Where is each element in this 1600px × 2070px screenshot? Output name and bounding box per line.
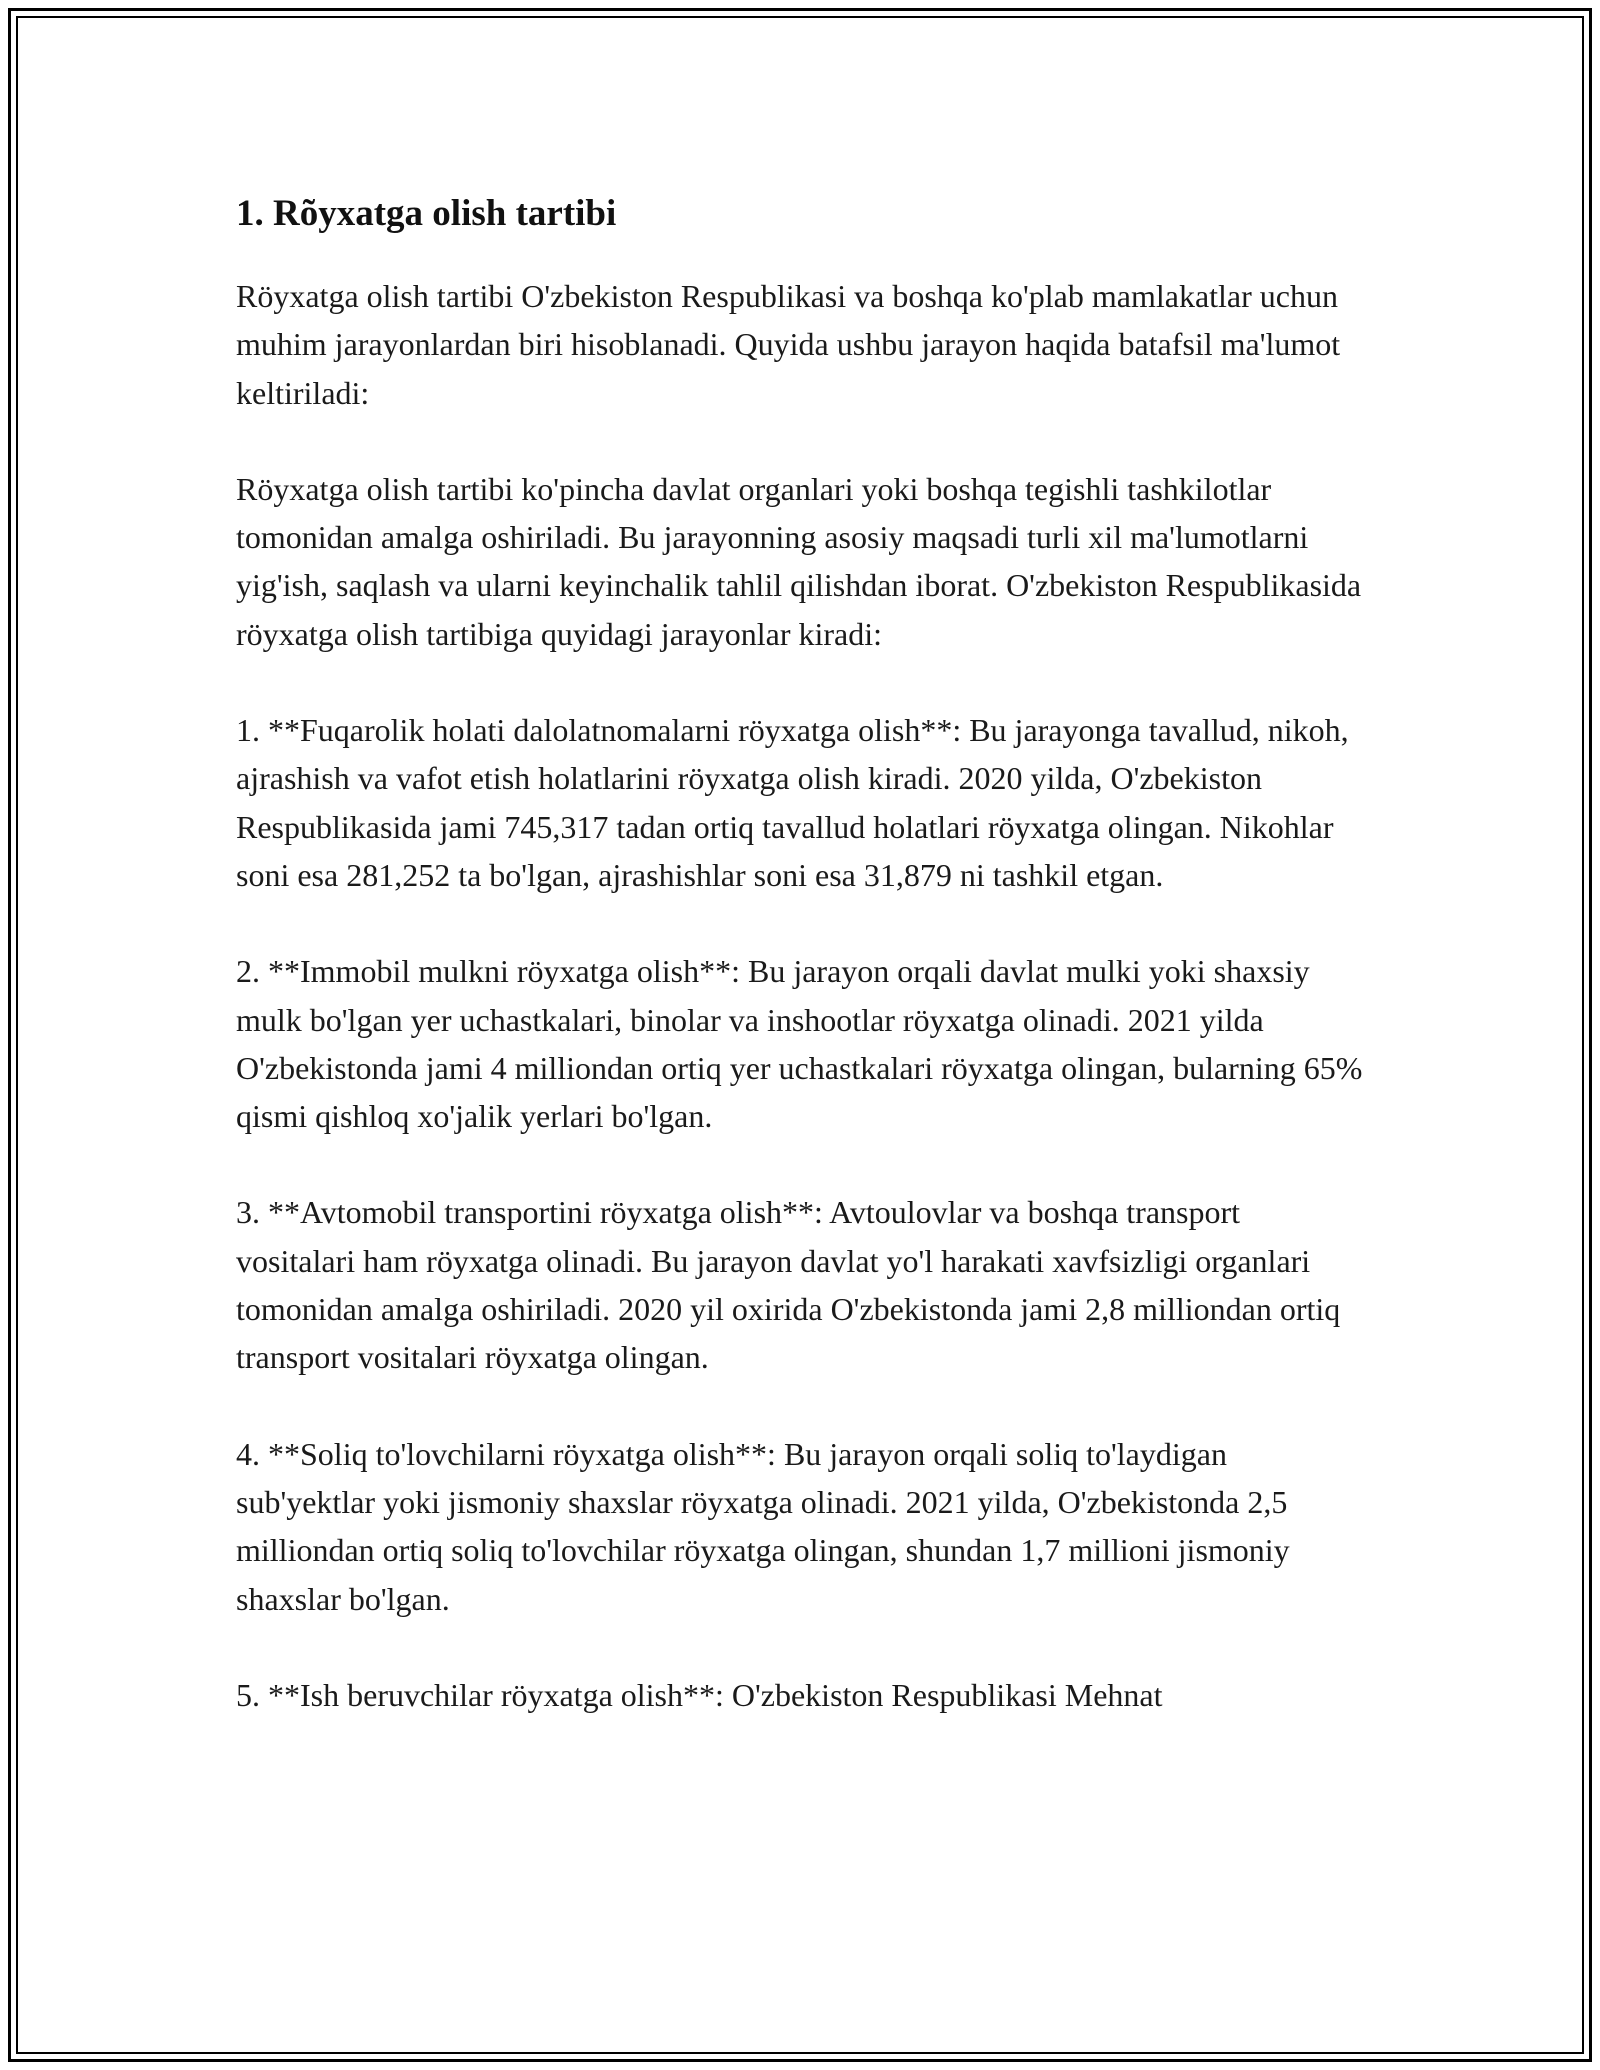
intro-paragraph: Röyxatga olish tartibi O'zbekiston Respublikasi va boshqa ko'plab mamlakatlar uchun muhim jarayonlardan biri hisoblanadi. Quyida ushbu jarayon haqida batafsil ma'lumot keltiriladi: [236,278,1341,411]
list-item-vehicles: 3. **Avtomobil transportini röyxatga olish**: Avtoulovlar va boshqa transport vositalari ham röyxatga olinadi. Bu jarayon davlat yo'l harakati xavfsizligi organlari tomonidan amalga oshiriladi. 2020 yil oxirida O'zbekistonda jami 2,8 milliondan ortiq transport vositalari röyxatga olingan. [236,1194,1341,1376]
overview-paragraph: Röyxatga olish tartibi ko'pincha davlat organlari yoki boshqa tegishli tashkilotlar tomonidan amalga oshiriladi. Bu jarayonning asosiy maqsadi turli xil ma'lumotlarni yig'ish, saqlash va ularni keyinchalik tahlil qilishdan iborat. O'zbekiston Respublikasida röyxatga olish tartibiga quyidagi jarayonlar kiradi: [236,470,1362,652]
list-item-taxpayers: 4. **Soliq to'lovchilarni röyxatga olish**: Bu jarayon orqali soliq to'laydigan sub'yektlar yoki jismoniy shaxslar röyxatga olinadi. 2021 yilda, O'zbekistonda 2,5 milliondan ortiq soliq to'lovchilar röyxatga olingan, shundan 1,7 millioni jismoniy shaxslar bo'lgan. [236,1435,1290,1617]
list-item-civil-status: 1. **Fuqarolik holati dalolatnomalarni röyxatga olish**: Bu jarayonga tavallud, nikoh, ajrashish va vafot etish holatlarini röyxatga olish kiradi. 2020 yilda, O'zbekiston Respublikasida jami 745,317 tadan ortiq tavallud holatlari röyxatga olingan. Nikohlar soni esa 281,252 ta bo'lgan, ajrashishlar soni esa 31,879 ni tashkil etgan. [236,712,1349,893]
list-item-real-estate: 2. **Immobil mulkni röyxatga olish**: Bu jarayon orqali davlat mulki yoki shaxsiy mulk bo'lgan yer uchastkalari, binolar va inshootlar röyxatga olinadi. 2021 yilda O'zbekistonda jami 4 milliondan ortiq yer uchastkalari röyxatga olingan, bularning 65% qismi qishloq xo'jalik yerlari bo'lgan. [236,953,1363,1135]
list-item-employers: 5. **Ish beruvchilar röyxatga olish**: O'zbekiston Respublikasi Mehnat [236,1676,1163,1713]
section-heading: 1. Rõyxatga olish tartibi [236,193,617,234]
document-body [236,186,1366,1767]
